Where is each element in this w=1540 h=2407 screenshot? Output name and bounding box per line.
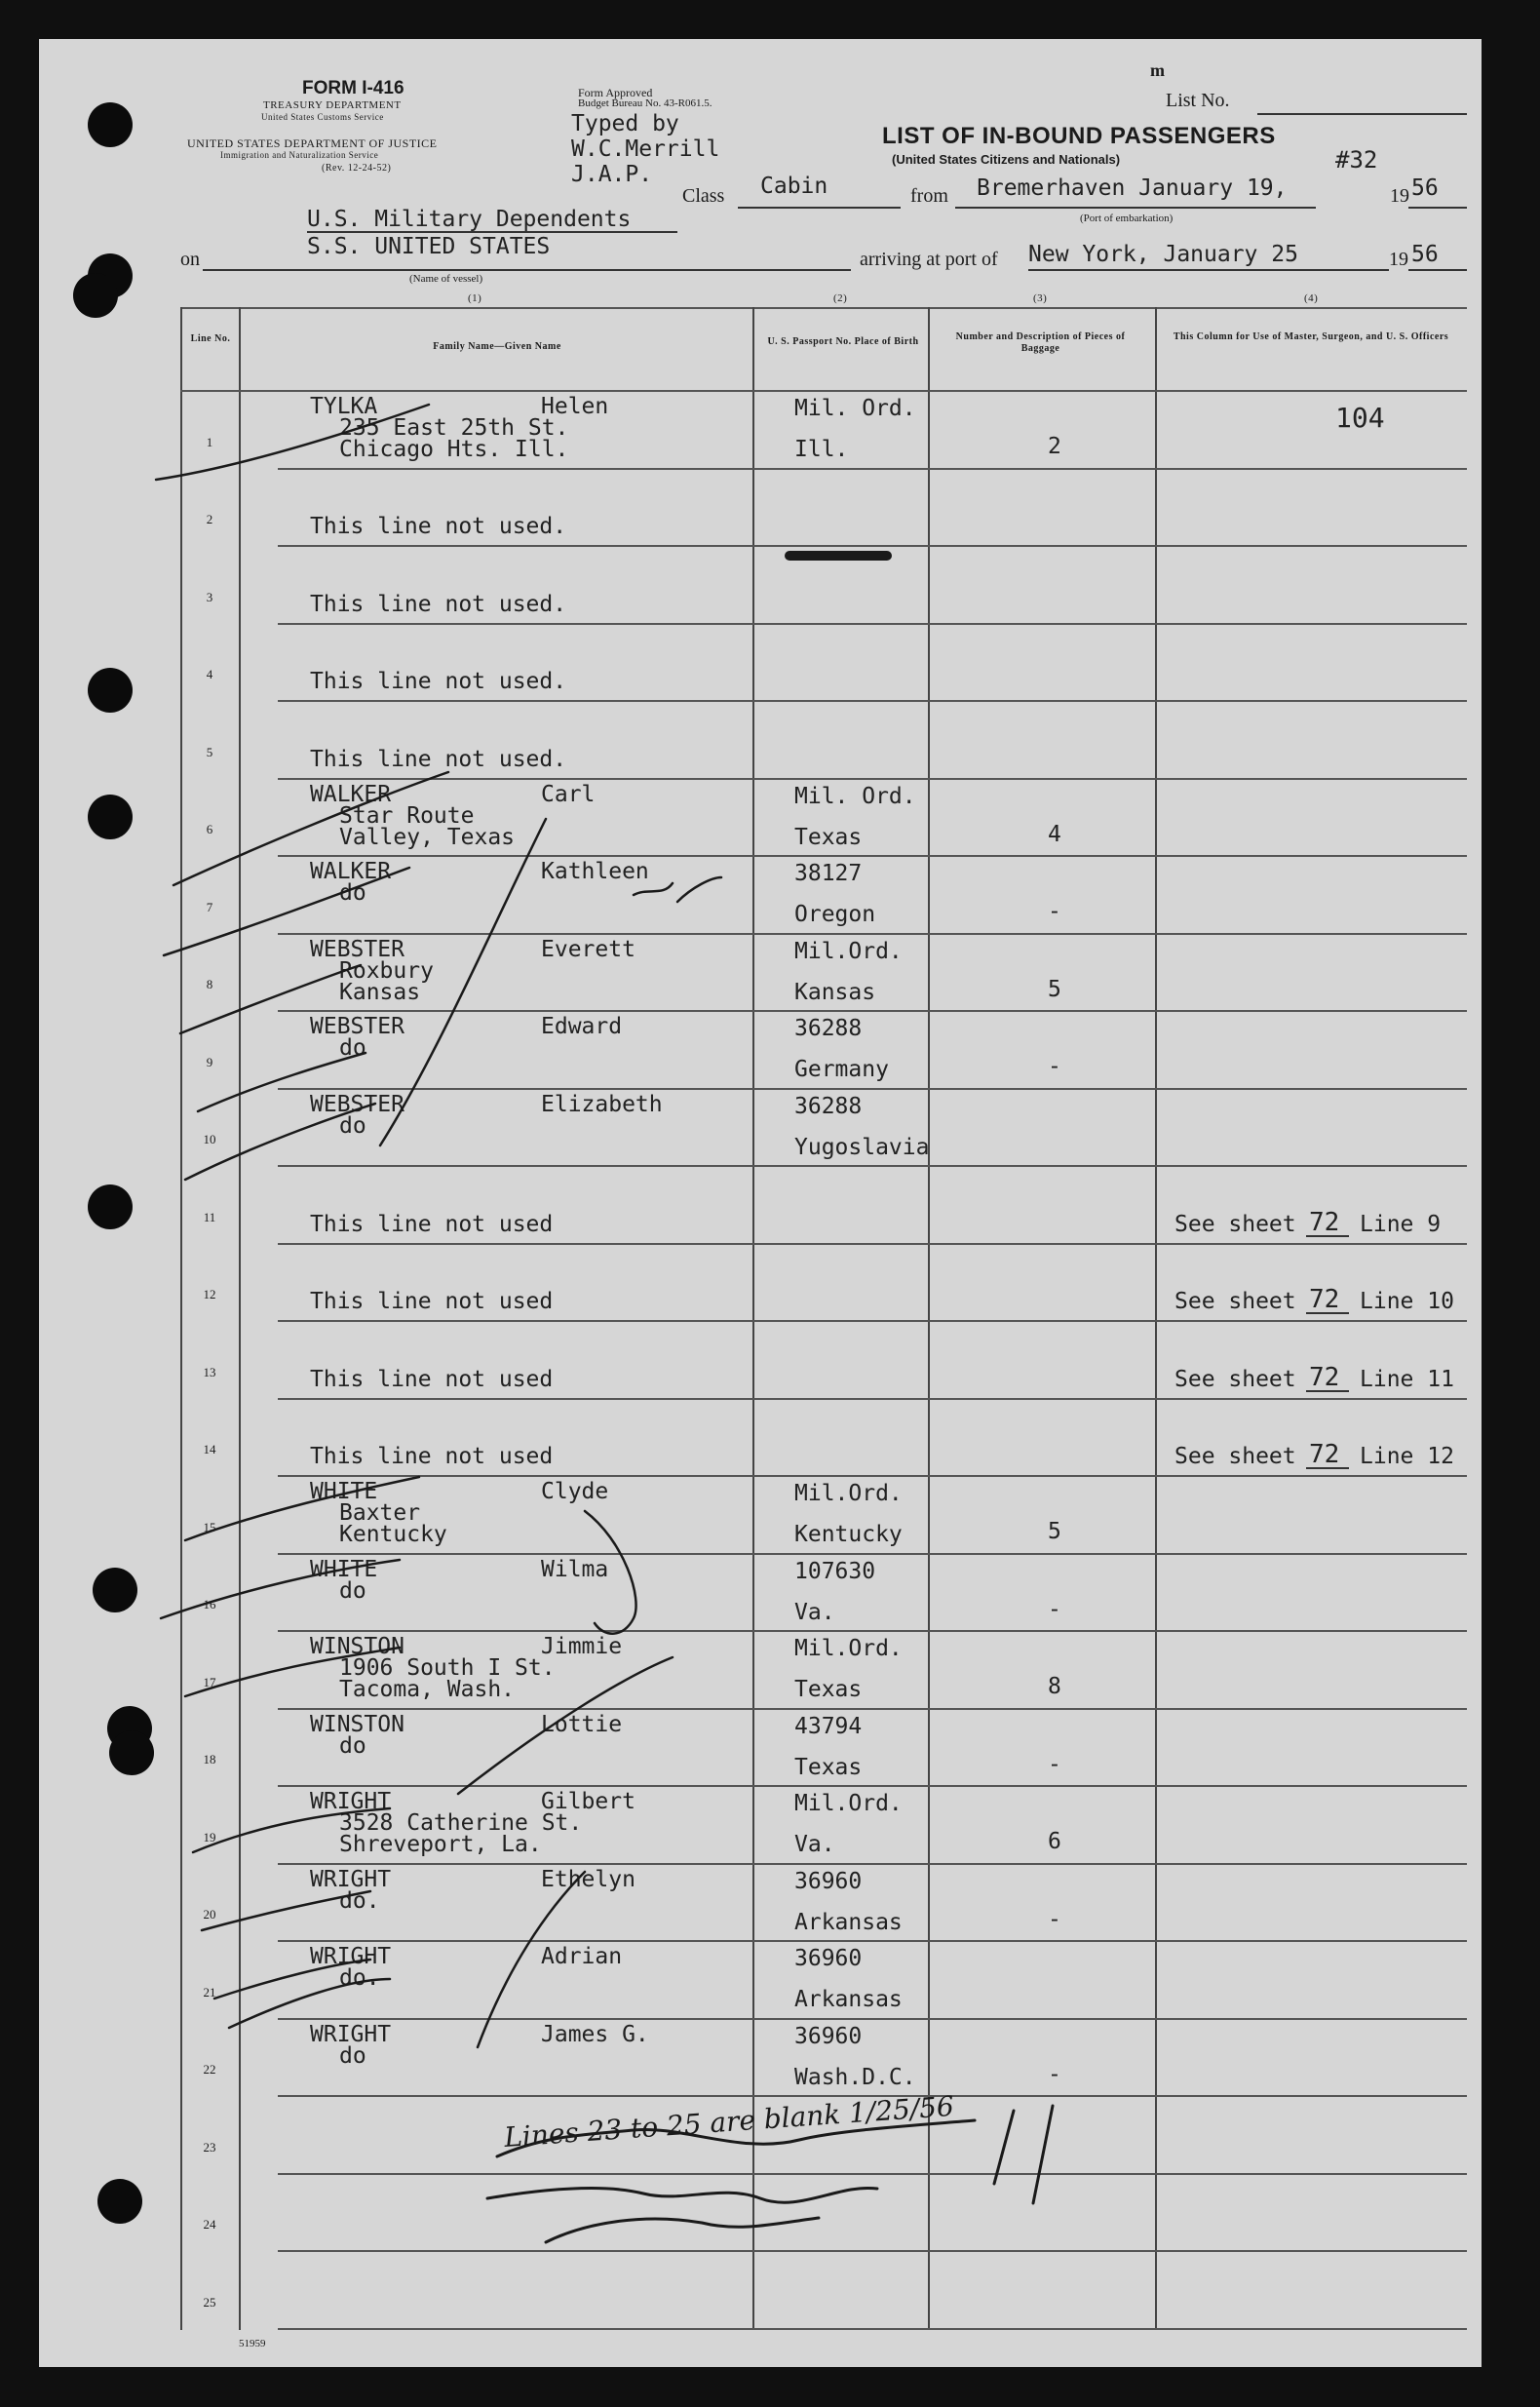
- family-name: WINSTON: [310, 1634, 404, 1659]
- place-of-birth: Yugoslavia: [794, 1134, 930, 1160]
- dept-immigration: Immigration and Naturalization Service: [220, 150, 379, 160]
- arriving-label: arriving at port of: [860, 249, 998, 270]
- baggage-count: 5: [1048, 976, 1061, 1002]
- address-line-1: do: [339, 1112, 366, 1139]
- baggage-count: 2: [1048, 434, 1061, 459]
- unused-line-note: This line not used: [310, 1211, 554, 1237]
- place-of-birth: Texas: [794, 1677, 863, 1702]
- given-name: Lottie: [541, 1711, 623, 1737]
- family-name: WRIGHT: [310, 1944, 392, 1969]
- baggage-divider: [1155, 307, 1157, 2330]
- given-name: Edward: [541, 1014, 623, 1039]
- row-divider: [278, 623, 1467, 625]
- row-divider: [278, 1165, 1467, 1167]
- row-divider: [278, 1475, 1467, 1477]
- row-divider: [278, 778, 1467, 780]
- row-divider: [278, 1708, 1467, 1710]
- from-label: from: [910, 185, 948, 207]
- address-line-2: Tacoma, Wash.: [339, 1677, 516, 1702]
- line-number: 22: [203, 2062, 216, 2077]
- form-subtitle: (United States Citizens and Nationals): [892, 152, 1121, 167]
- baggage-count: 4: [1048, 821, 1061, 847]
- form-revision: (Rev. 12-24-52): [322, 163, 392, 174]
- place-of-birth: Kansas: [794, 979, 876, 1005]
- family-name: WEBSTER: [310, 1091, 404, 1117]
- form-title: LIST OF IN-BOUND PASSENGERS: [882, 123, 1276, 149]
- line-number: 13: [203, 1364, 216, 1379]
- family-name: WHITE: [310, 1556, 378, 1582]
- unused-line-note: This line not used.: [310, 669, 567, 694]
- given-name: Kathleen: [541, 859, 649, 884]
- given-name: Helen: [541, 394, 609, 419]
- family-name: WRIGHT: [310, 1866, 392, 1892]
- place-of-birth: Arkansas: [794, 1909, 903, 1935]
- baggage-count: -: [1048, 1596, 1061, 1622]
- signature-note: Lines 23 to 25 are blank 1/25/56: [503, 2089, 955, 2154]
- see-sheet-line: Line 9: [1360, 1211, 1442, 1237]
- passport-number: Mil. Ord.: [794, 783, 916, 809]
- row-divider: [278, 2328, 1467, 2330]
- see-sheet-underline: [1306, 1312, 1349, 1314]
- header-line-no: Line No.: [190, 333, 231, 344]
- row-divider: [278, 1010, 1467, 1012]
- table-top: [180, 307, 1467, 309]
- row-divider: [278, 1398, 1467, 1400]
- place-of-birth: Wash.D.C.: [794, 2064, 916, 2090]
- baggage-count: -: [1048, 1906, 1061, 1932]
- given-name: Clyde: [541, 1479, 609, 1504]
- address-line-2: Chicago Hts. Ill.: [339, 437, 569, 462]
- address-line-1: 235 East 25th St.: [339, 415, 569, 441]
- row-divider: [278, 2095, 1467, 2097]
- address-line-1: do.: [339, 1965, 380, 1991]
- passport-number: Mil.Ord.: [794, 938, 903, 964]
- address-line-2: Kentucky: [339, 1522, 447, 1547]
- row-divider: [278, 700, 1467, 702]
- see-sheet-number: 72: [1309, 1285, 1340, 1314]
- family-name: WALKER: [310, 781, 392, 807]
- line-number: 19: [203, 1829, 216, 1844]
- group-line: U.S. Military Dependents: [307, 207, 632, 232]
- header-name: Family Name—Given Name: [433, 341, 561, 352]
- line-number: 16: [203, 1597, 216, 1611]
- line-number: 15: [203, 1519, 216, 1534]
- class-value: Cabin: [760, 174, 828, 199]
- see-sheet-underline: [1306, 1390, 1349, 1392]
- line-number: 21: [203, 1984, 216, 1999]
- from-year: 56: [1411, 175, 1439, 201]
- baggage-count: -: [1048, 899, 1061, 924]
- passport-number: Mil.Ord.: [794, 1791, 903, 1816]
- passport-number: 43794: [794, 1713, 863, 1739]
- form-approved: Form Approved: [578, 86, 653, 99]
- line-number: 20: [203, 1907, 216, 1922]
- officer-note: 104: [1335, 402, 1385, 434]
- given-name: Adrian: [541, 1944, 623, 1969]
- form-number: FORM I-416: [302, 78, 404, 98]
- given-name: James G.: [541, 2021, 649, 2047]
- line-number: 24: [203, 2217, 216, 2232]
- see-sheet-underline: [1306, 1467, 1349, 1469]
- unused-line-note: This line not used: [310, 1289, 554, 1314]
- from-year-prefix: 19: [1390, 185, 1409, 207]
- row-divider: [278, 855, 1467, 857]
- header-baggage: Number and Description of Pieces of Baggage: [955, 331, 1126, 354]
- col-number-2: (2): [833, 292, 848, 304]
- name-divider: [752, 307, 754, 2330]
- on-label: on: [180, 249, 200, 270]
- passport-number: 38127: [794, 861, 863, 886]
- address-line-1: do: [339, 1577, 366, 1604]
- given-name: Everett: [541, 936, 635, 962]
- typed-by-name: W.C.Merrill: [571, 136, 720, 162]
- dept-justice: UNITED STATES DEPARTMENT OF JUSTICE: [187, 136, 438, 150]
- line-number: 2: [206, 512, 213, 526]
- place-of-birth: Texas: [794, 824, 863, 850]
- arriving-year-prefix: 19: [1389, 249, 1408, 270]
- row-divider: [278, 2018, 1467, 2020]
- vessel-caption: (Name of vessel): [409, 273, 483, 285]
- col-number-3: (3): [1033, 292, 1048, 304]
- typed-by-label: Typed by: [571, 111, 679, 136]
- address-line-2: Kansas: [339, 979, 421, 1005]
- row-divider: [278, 1630, 1467, 1632]
- address-line-1: do: [339, 1732, 366, 1759]
- unused-line-note: This line not used.: [310, 514, 567, 539]
- table-left-border: [180, 307, 182, 2330]
- col-number-1: (1): [468, 292, 482, 304]
- passport-divider: [928, 307, 930, 2330]
- passport-number: 36288: [794, 1093, 863, 1119]
- line-number: 3: [206, 589, 213, 604]
- see-sheet-label: See sheet: [1174, 1289, 1296, 1314]
- from-value: Bremerhaven January 19,: [977, 175, 1288, 201]
- typed-by-initials: J.A.P.: [571, 162, 653, 187]
- family-name: WRIGHT: [310, 1789, 392, 1814]
- place-of-birth: Oregon: [794, 902, 876, 927]
- unused-line-note: This line not used: [310, 1366, 554, 1392]
- port-embarkation-caption: (Port of embarkation): [1080, 213, 1174, 224]
- family-name: WHITE: [310, 1479, 378, 1504]
- arriving-year: 56: [1411, 242, 1439, 267]
- row-divider: [278, 1940, 1467, 1942]
- baggage-count: -: [1048, 1751, 1061, 1777]
- row-divider: [278, 1863, 1467, 1865]
- passport-number: Mil.Ord.: [794, 1481, 903, 1506]
- passport-number: 36960: [794, 2023, 863, 2049]
- arriving-value: New York, January 25: [1028, 242, 1298, 267]
- see-sheet-label: See sheet: [1174, 1366, 1296, 1392]
- line-number: 9: [206, 1054, 213, 1069]
- place-of-birth: Ill.: [794, 437, 849, 462]
- address-line-1: do: [339, 880, 366, 906]
- given-name: Gilbert: [541, 1789, 635, 1814]
- given-name: Elizabeth: [541, 1091, 663, 1117]
- line-number: 11: [203, 1209, 216, 1224]
- address-line-1: do.: [339, 1887, 380, 1914]
- class-label: Class: [682, 185, 725, 207]
- family-name: WALKER: [310, 859, 392, 884]
- line-number: 14: [203, 1442, 216, 1456]
- line-number: 4: [206, 667, 213, 681]
- see-sheet-number: 72: [1309, 1207, 1340, 1237]
- see-sheet-underline: [1306, 1235, 1349, 1237]
- address-line-2: Shreveport, La.: [339, 1832, 542, 1857]
- given-name: Carl: [541, 781, 596, 807]
- family-name: WEBSTER: [310, 936, 404, 962]
- family-name: WINSTON: [310, 1711, 404, 1737]
- see-sheet-number: 72: [1309, 1362, 1340, 1392]
- address-line-1: Star Route: [339, 802, 475, 829]
- address-line-1: do: [339, 1035, 366, 1061]
- baggage-count: 8: [1048, 1674, 1061, 1699]
- line-number: 8: [206, 977, 213, 991]
- place-of-birth: Texas: [794, 1754, 863, 1780]
- line-number: 17: [203, 1674, 216, 1689]
- manifest-table: [39, 39, 1482, 2367]
- line-number: 10: [203, 1132, 216, 1146]
- passport-number: 36960: [794, 1946, 863, 1971]
- line-number: 12: [203, 1287, 216, 1301]
- address-line-1: 3528 Catherine St.: [339, 1810, 583, 1836]
- family-name: TYLKA: [310, 394, 378, 419]
- see-sheet-number: 72: [1309, 1440, 1340, 1469]
- family-name: WRIGHT: [310, 2021, 392, 2047]
- row-divider: [278, 1553, 1467, 1555]
- family-name: WEBSTER: [310, 1014, 404, 1039]
- given-name: Wilma: [541, 1556, 609, 1582]
- given-name: Ethelyn: [541, 1866, 635, 1892]
- row-divider: [278, 468, 1467, 470]
- see-sheet-line: Line 12: [1360, 1444, 1454, 1469]
- line-number: 25: [203, 2294, 216, 2310]
- line-no-divider: [239, 307, 241, 2330]
- row-divider: [278, 2250, 1467, 2252]
- baggage-count: 5: [1048, 1519, 1061, 1544]
- baggage-count: -: [1048, 1054, 1061, 1079]
- row-divider: [278, 545, 1467, 547]
- passport-number: 36288: [794, 1016, 863, 1041]
- baggage-count: -: [1048, 2061, 1061, 2087]
- line-number: 6: [206, 822, 213, 836]
- address-line-1: 1906 South I St.: [339, 1655, 556, 1681]
- footer-code: 51959: [239, 2338, 266, 2349]
- header-passport: U. S. Passport No. Place of Birth: [767, 336, 919, 347]
- sheet-number: #32: [1335, 146, 1378, 174]
- row-divider: [278, 1785, 1467, 1787]
- row-divider: [278, 2173, 1467, 2175]
- passport-number: 107630: [794, 1558, 876, 1584]
- vessel-name: S.S. UNITED STATES: [307, 234, 551, 259]
- see-sheet-line: Line 10: [1360, 1289, 1454, 1314]
- place-of-birth: Va.: [794, 1599, 835, 1625]
- see-sheet-line: Line 11: [1360, 1366, 1454, 1392]
- passport-number: Mil.Ord.: [794, 1636, 903, 1661]
- header-officers: This Column for Use of Master, Surgeon, and U. S. Officers: [1173, 331, 1449, 342]
- list-no-label: List No.: [1166, 90, 1230, 111]
- line-number: 23: [203, 2139, 216, 2155]
- row-divider: [278, 1088, 1467, 1090]
- manifest-page: [39, 39, 1482, 2367]
- row-divider: [278, 933, 1467, 935]
- given-name: Jimmie: [541, 1634, 623, 1659]
- place-of-birth: Germany: [794, 1057, 889, 1082]
- line-number: 18: [203, 1752, 216, 1766]
- dept-customs: United States Customs Service: [261, 112, 384, 122]
- see-sheet-label: See sheet: [1174, 1444, 1296, 1469]
- baggage-count: 6: [1048, 1829, 1061, 1854]
- place-of-birth: Arkansas: [794, 1987, 903, 2012]
- unused-line-note: This line not used: [310, 1444, 554, 1469]
- unused-line-note: This line not used.: [310, 746, 567, 772]
- col-number-4: (4): [1304, 292, 1319, 304]
- line-number: 7: [206, 899, 213, 914]
- line-number: 5: [206, 744, 213, 759]
- row-divider: [278, 1320, 1467, 1322]
- address-line-1: Roxbury: [339, 957, 434, 984]
- address-line-1: Baxter: [339, 1500, 421, 1526]
- dept-treasury: TREASURY DEPARTMENT: [263, 99, 402, 111]
- header-bottom: [180, 390, 1467, 392]
- address-line-1: do: [339, 2042, 366, 2069]
- passport-number: Mil. Ord.: [794, 396, 916, 421]
- top-mark: m: [1150, 60, 1165, 80]
- see-sheet-label: See sheet: [1174, 1211, 1296, 1237]
- unused-line-note: This line not used.: [310, 591, 567, 617]
- budget-bureau: Budget Bureau No. 43-R061.5.: [578, 97, 712, 109]
- address-line-2: Valley, Texas: [339, 824, 516, 850]
- line-number: 1: [206, 434, 213, 449]
- row-divider: [278, 1243, 1467, 1245]
- place-of-birth: Kentucky: [794, 1522, 903, 1547]
- passport-number: 36960: [794, 1868, 863, 1894]
- place-of-birth: Va.: [794, 1832, 835, 1857]
